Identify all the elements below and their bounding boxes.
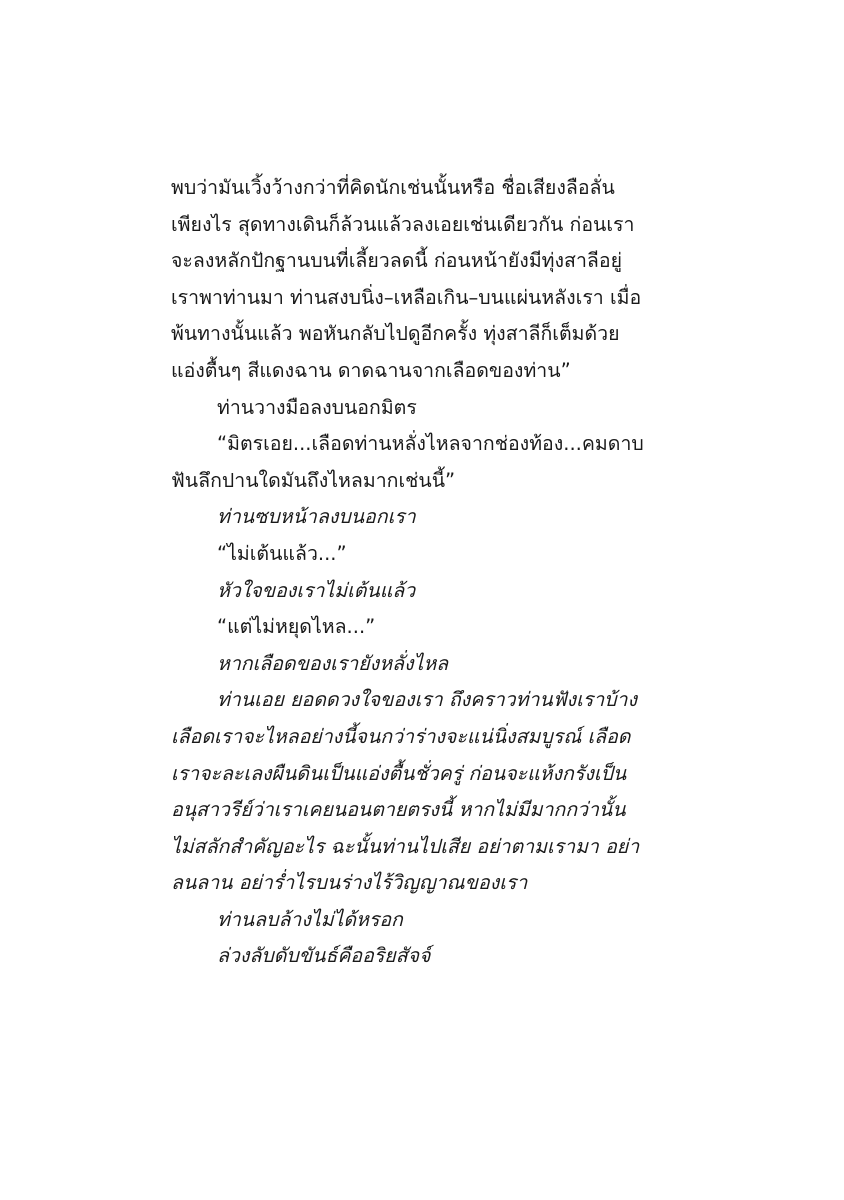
text-line: “ไม่เต้นแล้ว...” (217, 541, 347, 565)
body-text (171, 170, 691, 975)
text-line: เพียงไร สุดทางเดินก็ล้วนแล้วลงเอยเช่นเดียวกัน ก่อนเรา (171, 212, 635, 236)
text-line: แอ่งตื้นๆ สีแดงฉาน ดาดฉานจากเลือดของท่าน” (171, 358, 571, 382)
text-line: อนุสาวรีย์ว่าเราเคยนอนตายตรงนี้ หากไม่มีมากกว่านั้น (171, 798, 626, 822)
text-line: เราพาท่านมา ท่านสงบนิ่ง–เหลือเกิน–บนแผ่นหลังเรา เมื่อ (171, 285, 642, 309)
text-line: พบว่ามันเวิ้งว้างกว่าที่คิดนักเช่นนั้นหรือ ชื่อเสียงลือลั่น (171, 176, 615, 199)
text-line: ล่วงลับดับขันธ์คืออริยสัจจ์ (217, 944, 431, 968)
text-line: “มิตรเอย...เลือดท่านหลั่งไหลจากช่องท้อง...คมดาบ (217, 432, 644, 456)
text-line: ท่านเอย ยอดดวงใจของเรา ถึงคราวท่านฟังเราบ้าง (217, 688, 638, 712)
text-line: “แต่ไม่หยุดไหล...” (217, 615, 376, 639)
text-line: ไม่สลักสำคัญอะไร ฉะนั้นท่านไปเสีย อย่าตามเรามา อย่า (171, 834, 640, 858)
text-line: พ้นทางนั้นแล้ว พอหันกลับไปดูอีกครั้ง ทุ่งสาลีก็เต็มด้วย (171, 322, 620, 346)
text-line: จะลงหลักปักฐานบนที่เลี้ยวลดนี้ ก่อนหน้ายังมีทุ่งสาลีอยู่ (171, 249, 622, 273)
text-line: เราจะละเลงผืนดินเป็นแอ่งตื้นชั่วครู่ ก่อนจะแห้งกรังเป็น (171, 761, 627, 785)
text-line: ท่านวางมือลงบนอกมิตร (217, 395, 417, 419)
text-line: เลือดเราจะไหลอย่างนี้จนกว่าร่างจะแน่นิ่งสมบูรณ์ เลือด (171, 724, 631, 748)
text-line: ฟันลึกปานใดมันถึงไหลมากเช่นนี้” (171, 468, 456, 492)
text-line: ท่านลบล้างไม่ได้หรอก (217, 907, 403, 931)
text-line: ท่านซบหน้าลงบนอกเรา (217, 505, 416, 529)
text-line: หากเลือดของเรายังหลั่งไหล (217, 651, 449, 675)
text-line: ลนลาน อย่าร่ำไรบนร่างไร้วิญญาณของเรา (171, 871, 528, 895)
text-line: หัวใจของเราไม่เต้นแล้ว (217, 578, 416, 602)
